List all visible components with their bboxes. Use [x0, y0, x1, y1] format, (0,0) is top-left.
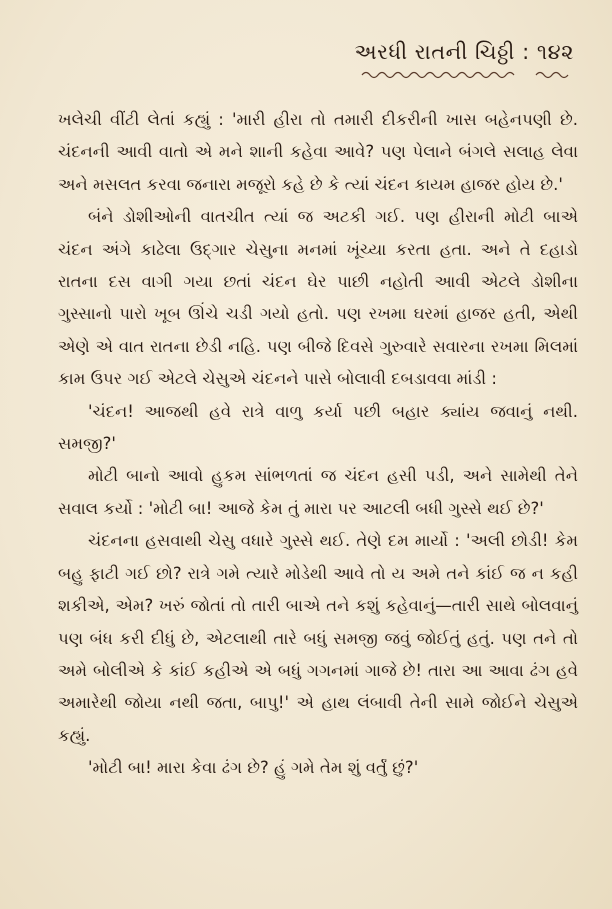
body-text [58, 104, 578, 785]
paragraph-3: 'ચંદન! આજથી હવે રાત્રે વાળુ કર્યા પછી બહાર ક્યાંય જવાનું નથી. સમજી?' [58, 401, 578, 454]
wavy-rule-ornament [360, 67, 574, 81]
running-title: અરધી રાતની ચિઠ્ઠી : ૧૪૨ [354, 40, 574, 64]
paragraph-5: ચંદનના હસવાથી ચેસુ વધારે ગુસ્સે થઈ. તેણે દમ માર્યો : 'અલી છોડી! કેમ બહુ ફાટી ગઈ છો? રાત્રે ગમે ત્યારે મોડેથી આવે તો ય અમે તને કાંઈ જ ન કહી શકીએ, એમ? ખરું જોતાં તો તારી બાએ તને કશું કહેવાનું—તારી સાથે બોલવાનું પણ બંધ કરી દીધું છે, એટલાથી તારે બધું સમજી જવું જોઈતું હતું. પણ તને તો અમે બોલીએ કે કાંઈ કહીએ એ બધું ગગનમાં ગાજે છે! તારા આ આવા ઢંગ હવે અમારેથી જોયા નથી જતા, બાપુ!' એ હાથ લંબાવી તેની સામે જોઈને ચેસુએ કહ્યું. [58, 531, 578, 745]
page-header [354, 40, 574, 81]
paragraph-4: મોટી બાનો આવો હુકમ સાંભળતાં જ ચંદન હસી પડી, અને સામેથી તેને સવાલ કર્યો : 'મોટી બા! આજે કેમ તું મારા પર આટલી બધી ગુસ્સે થઈ છે?' [58, 466, 578, 518]
paragraph-2: બંને ડોશીઓની વાતચીત ત્યાં જ અટકી ગઈ. પણ હીરાની મોટી બાએ ચંદન અંગે કાઢેલા ઉદ્‌ગાર ચેસુના મનમાં ખૂંચ્યા કરતા હતા. અને તે દહાડો રાતના દસ વાગી ગયા છતાં ચંદન ઘેર પાછી નહોતી આવી એટલે ડોશીના ગુસ્સાનો પારો ખૂબ ઊંચે ચડી ગયો હતો. પણ રખમા ઘરમાં હાજર હતી, એથી એણે એ વાત રાતના છેડી નહિ. પણ બીજે દિવસે ગુરુવારે સવારના રખમા મિલમાં કામ ઉપર ગઈ એટલે ચેસુએ ચંદનને પાસે બોલાવી દબડાવવા માંડી : [58, 207, 578, 389]
paragraph-6: 'મોટી બા! મારા કેવા ઢંગ છે? હું ગમે તેમ શું વર્તું છું?' [88, 758, 419, 778]
paragraph-1: ખલેચી વીંટી લેતાં કહ્યું : 'મારી હીરા તો તમારી દીકરીની ખાસ બહેનપણી છે. ચંદનની આવી વાતો એ મને શાની કહેવા આવે? પણ પેલાને બંગલે સલાહ લેવા અને મસલત કરવા જનારા મજૂરો કહે છે કે ત્યાં ચંદન કાયમ હાજર હોય છે.' [58, 110, 578, 194]
